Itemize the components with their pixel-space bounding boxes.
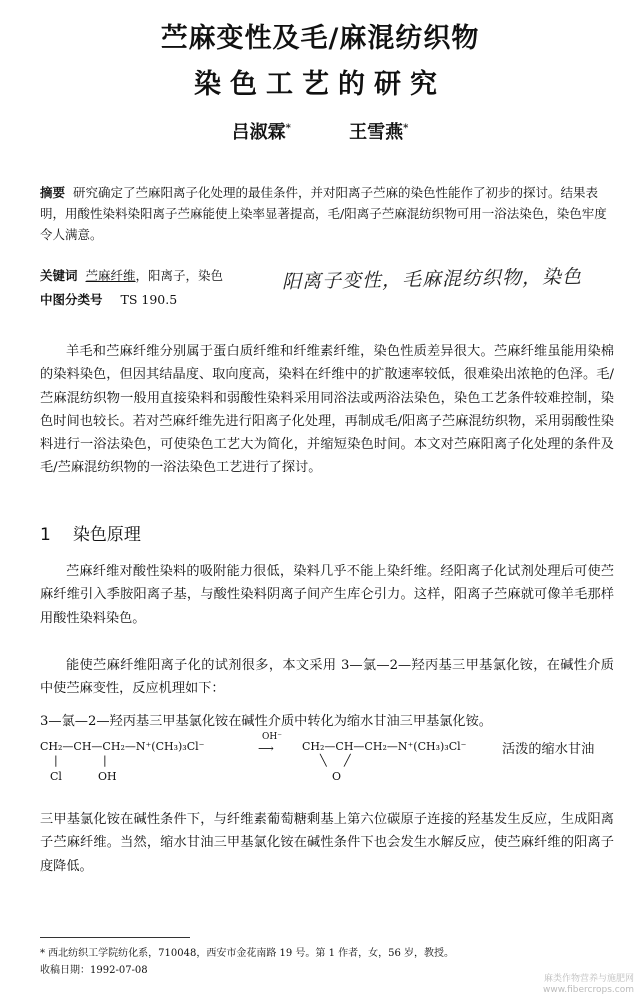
abstract-text: 研究确定了苎麻阳离子化处理的最佳条件，并对阳离子苎麻的染色性能作了初步的探讨。结果表明，用酸性染料染阳离子苎麻能使上染率显著提高，毛/阳离子苎麻混纺织物可用一浴法染色，染色牢度令人满意。 xyxy=(40,185,607,242)
keywords-label: 关键词 xyxy=(40,268,78,283)
handwritten-annotation: 阳离子变性，毛麻混纺织物，染色 xyxy=(281,265,583,294)
classification-label: 中图分类号 xyxy=(40,292,103,307)
formula-product-oxygen: O xyxy=(332,770,342,783)
title-line-2: 染色工艺的研究 xyxy=(194,69,446,100)
abstract-label: 摘要 xyxy=(40,185,66,200)
keywords-rest: ，阳离子，染色 xyxy=(135,268,224,283)
section-heading xyxy=(40,520,141,545)
formula-reactant-cl: Cl xyxy=(50,770,62,783)
section-number: 1 xyxy=(40,525,51,545)
formula-arrow-label: OH⁻ xyxy=(262,732,282,742)
abstract xyxy=(40,182,612,245)
author-2: 王雪燕* xyxy=(349,122,409,143)
formula-reactant-oh: OH xyxy=(98,770,117,783)
author-list xyxy=(0,118,640,144)
principle-paragraph-2: 能使苎麻纤维阳离子化的试剂很多，本文采用 3—氯—2—羟丙基三甲基氯化铵，在碱性介质中使苎麻变性，反应机理如下： xyxy=(40,658,614,697)
footnote-affiliation: * 西北纺织工学院纺化系，710048，西安市金花南路 19 号。第 1 作者，女，56 岁，教授。 xyxy=(40,948,455,959)
section-title: 染色原理 xyxy=(72,525,141,545)
classification-value: TS 190.5 xyxy=(120,292,178,307)
keyword-first: 苎麻纤维 xyxy=(85,268,136,283)
principle-paragraph-3: 三甲基氯化铵在碱性条件下，与纤维素葡萄糖剩基上第六位碳原子连接的羟基发生反应，生成阳离子苎麻纤维。当然，缩水甘油三甲基氯化铵在碱性条件下也会发生水解反应，使苎麻纤维的阳离子度降低。 xyxy=(40,812,614,874)
formula-reactant: CH₂—CH—CH₂—N⁺(CH₃)₃Cl⁻ xyxy=(40,740,205,753)
footnote xyxy=(40,945,610,979)
formula-continuation: 活泼的缩水甘油 xyxy=(502,742,595,757)
classification-number xyxy=(40,290,177,308)
footnote-date: 收稿日期：1992-07-08 xyxy=(40,965,148,976)
title-line-1: 苎麻变性及毛/麻混纺织物 xyxy=(160,23,480,54)
formula-arrow: ⟶ xyxy=(258,742,274,755)
intro-paragraph: 羊毛和苎麻纤维分别属于蛋白质纤维和纤维素纤维，染色性质差异很大。苎麻纤维虽能用染棉的染料染色，但因其结晶度、取向度高，染料在纤维中的扩散速率较低，很难染出浓艳的色泽。毛/苎麻混纺织物一般用直接染料和弱酸性染料采用同浴法或两浴法染色，染色工艺条件较难控制，染色时间也较长。若对苎麻纤维先进行阳离子化处理，再制成毛/阳离子苎麻混纺织物，采用弱酸性染料进行一浴法染色，可使染色工艺大为简化，并缩短染色时间。本文对苎麻阳离子化处理的条件及毛/苎麻混纺织物的一浴法染色工艺进行了探讨。 xyxy=(40,344,614,476)
reaction-formula: CH₂—CH—CH₂—N⁺(CH₃)₃Cl⁻ | | Cl OH OH⁻ ⟶ CH₂—CH—CH₂—N⁺(CH₃)₃Cl⁻ ╲ ╱ O 活泼的缩水甘油 xyxy=(40,732,595,783)
watermark: 麻类作物营养与施肥网 www.fibercrops.com xyxy=(543,974,634,995)
formula-product: CH₂—CH—CH₂—N⁺(CH₃)₃Cl⁻ xyxy=(302,740,467,753)
principle-paragraph-1: 苎麻纤维对酸性染料的吸附能力很低，染料几乎不能上染纤维。经阳离子化试剂处理后可使苎麻纤维引入季胺阳离子基，与酸性染料阴离子间产生库仑引力。这样，阳离子苎麻就可像羊毛那样用酸性染料染色。 xyxy=(40,564,614,626)
formula-description: 3—氯—2—羟丙基三甲基氯化铵在碱性介质中转化为缩水甘油三甲基氯化铵。 xyxy=(40,714,492,729)
footnote-divider xyxy=(40,937,190,938)
author-1: 吕淑霖* xyxy=(231,122,291,143)
